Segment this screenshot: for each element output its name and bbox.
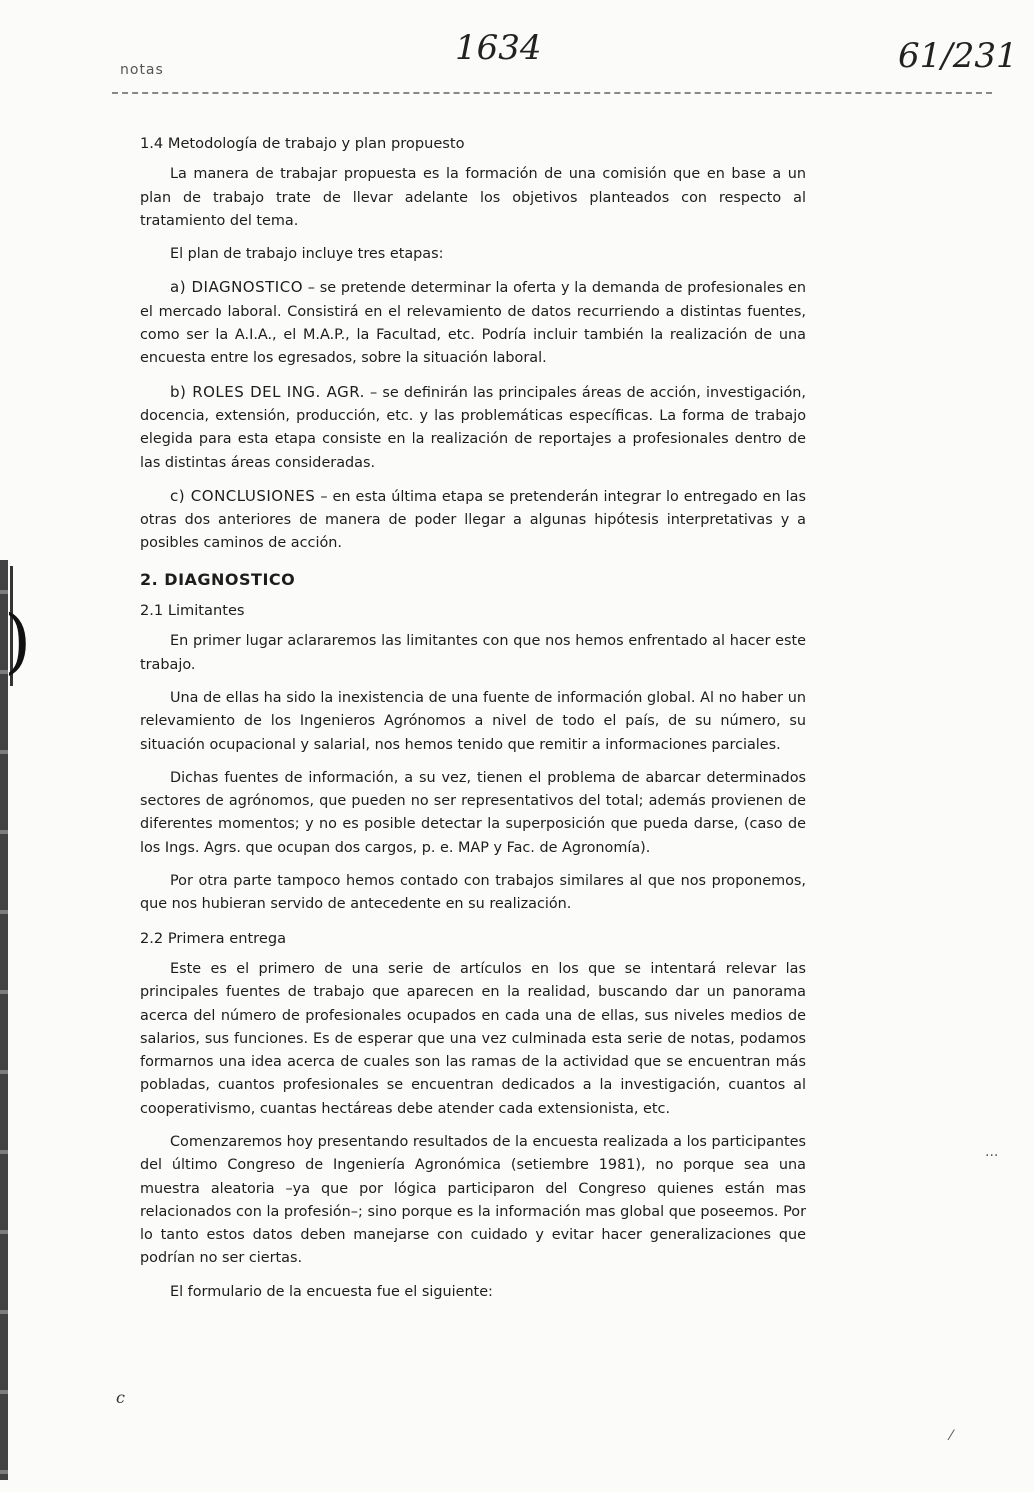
paragraph: En primer lugar aclararemos las limitantes con que nos hemos enfrentado al hacer este trabajo. xyxy=(140,633,806,673)
item-conclusiones xyxy=(140,485,806,556)
section-heading-1-4: 1.4 Metodología de trabajo y plan propuesto xyxy=(140,135,465,152)
item-text: – se definirán las principales áreas de acción, investigación, docencia, extensión, producción, etc. y las problemáticas específicas. La forma de trabajo elegida para esta etapa consiste en la realización de reportajes a profesionales dentro de las distintas áreas consideradas. xyxy=(140,384,806,471)
header-notas: notas xyxy=(120,62,164,78)
item-roles xyxy=(140,381,806,475)
binding-paren: ) xyxy=(4,600,32,682)
scan-speck: ⁄ xyxy=(950,1428,953,1444)
paragraph: La manera de trabajar propuesta es la formación de una comisión que en base a un plan de trabajo trate de llevar adelante los objetivos planteados con respecto al tratamiento del tema. xyxy=(140,166,806,229)
section-heading-2-2: 2.2 Primera entrega xyxy=(140,929,287,947)
paragraph: El formulario de la encuesta fue el siguiente: xyxy=(170,1283,493,1300)
margin-mark: c xyxy=(116,1388,125,1407)
paragraph: Una de ellas ha sido la inexistencia de una fuente de información global. Al no haber un relevamiento de los Ingenieros Agrónomos a nivel de todo el país, de su número, su situación ocupacional y salarial, nos hemos tenido que remitir a informaciones parciales. xyxy=(140,689,806,753)
paragraph: Comenzaremos hoy presentando resultados de la encuesta realizada a los participantes del último Congreso de Ingeniería Agronómica (setiembre 1981), no porque sea una muestra aleatoria –ya que por lógica participaron del Congreso quienes están mas relacionados con la profesión–; sino porque es la información mas global que poseemos. Por lo tanto estos datos deben manejarse con cuidado y evitar hacer generalizaciones que podrían no ser ciertas. xyxy=(140,1133,806,1267)
handwritten-number: 1634 xyxy=(455,28,542,68)
paragraph: Este es el primero de una serie de artículos en los que se intentará relevar las principales fuentes de trabajo que aparecen en la realidad, buscando dar un panorama acerca del número de profesionales ocupados en cada una de ellas, sus niveles medios de salarios, sus funciones. Es de esperar que una vez culminada esta serie de notas, podamos formarnos una idea acerca de cuales son las ramas de la actividad que se encuentran más pobladas, cuantos profesionales se encuentran dedicados a la investigación, cuantos al cooperativismo, cuantas hectáreas debe atender cada extensionista, etc. xyxy=(140,960,806,1117)
paragraph: Por otra parte tampoco hemos contado con trabajos similares al que nos proponemos, que nos hubieran servido de antecedente en su realización. xyxy=(140,873,806,913)
handwritten-reference: 61/231 xyxy=(898,36,1018,76)
scan-speck: ··· xyxy=(985,1148,999,1164)
binding-shadow xyxy=(0,560,8,1480)
paragraph: El plan de trabajo incluye tres etapas: xyxy=(170,246,444,263)
section-heading-2-1: 2.1 Limitantes xyxy=(140,602,245,620)
item-label: a) DIAGNOSTICO xyxy=(170,278,304,297)
section-heading-2: 2. DIAGNOSTICO xyxy=(140,569,296,589)
paragraph: Dichas fuentes de información, a su vez, tienen el problema de abarcar determinados sectores de agrónomos, que pueden no ser representativos del total; además provienen de diferentes momentos; y no es posible detectar la superposición que pueda darse, (caso de los Ings. Agrs. que ocupan dos cargos, p. e. MAP y Fac. de Agronomía). xyxy=(140,769,806,856)
item-text: – se pretende determinar la oferta y la demanda de profesionales en el mercado laboral. Consistirá en el relevamiento de datos recurriendo a distintas fuentes, como ser la A.I.A., el M.A.P., la Facultad, etc. Podría incluir también la realización de una encuesta entre los egresados, sobre la situación laboral. xyxy=(140,280,807,367)
item-diagnostico xyxy=(140,276,806,370)
document-body xyxy=(140,128,806,1314)
header-rule xyxy=(112,92,992,94)
item-label: b) ROLES DEL ING. AGR. xyxy=(170,382,365,401)
item-text: – en esta última etapa se pretenderán integrar lo entregado en las otras dos anteriores de manera de poder llegar a algunas hipótesis interpretativas y a posibles caminos de acción. xyxy=(140,488,806,552)
item-label: c) CONCLUSIONES xyxy=(170,486,316,505)
